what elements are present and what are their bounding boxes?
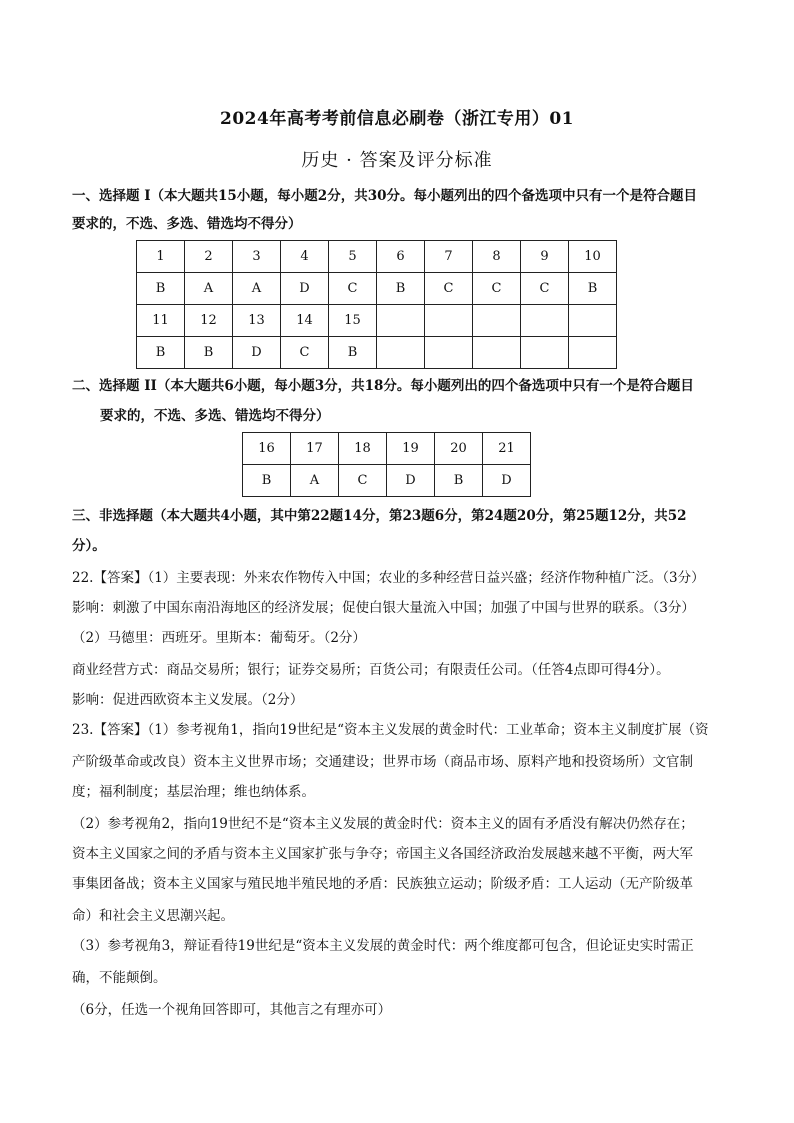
table-cell: [473, 305, 521, 337]
answer-line: 22.【答案】（1）主要表现：外来农作物传入中国；农业的多种经营日益兴盛；经济作物种植广泛。（3分）: [72, 570, 705, 586]
table-cell: 9: [521, 241, 569, 273]
table-cell: B: [185, 337, 233, 369]
table-cell: B: [435, 465, 483, 497]
table-cell: D: [483, 465, 531, 497]
table-cell: 19: [387, 433, 435, 465]
table-row: [137, 305, 617, 337]
table-cell: [569, 337, 617, 369]
table-cell: [377, 305, 425, 337]
answer-line: （6分，任选一个视角回答即可，其他言之有理亦可）: [72, 1002, 392, 1018]
table-cell: 21: [483, 433, 531, 465]
table-cell: B: [569, 273, 617, 305]
page-title: 2024年高考考前信息必刷卷（浙江专用）01: [220, 109, 574, 129]
section3-heading: 三、非选择题（本大题共4小题，其中第22题14分，第23题6分，第24题20分，第25题12分，共52: [72, 508, 687, 524]
table-cell: B: [329, 337, 377, 369]
answer-line: 确，不能颠倒。: [72, 970, 167, 986]
answer-line: （2）马德里：西班牙。里斯本：葡萄牙。（2分）: [72, 630, 366, 646]
table-row: [137, 273, 617, 305]
table-cell: B: [137, 273, 185, 305]
section1-heading-cont: 要求的，不选、多选、错选均不得分）: [72, 216, 302, 232]
section2-heading: 二、选择题 II（本大题共6小题，每小题3分，共18分。每小题列出的四个备选项中只有一个是符合题目: [72, 378, 694, 394]
table-cell: 8: [473, 241, 521, 273]
table-cell: 10: [569, 241, 617, 273]
table-cell: 11: [137, 305, 185, 337]
table-cell: D: [387, 465, 435, 497]
table-cell: 13: [233, 305, 281, 337]
answer-line: 命）和社会主义思潮兴起。: [72, 908, 234, 924]
answer-line: 影响：促进西欧资本主义发展。（2分）: [72, 692, 304, 708]
table-cell: B: [137, 337, 185, 369]
answer-line: 商业经营方式：商品交易所；银行；证券交易所；百货公司；有限责任公司。（任答4点即可得4分）。: [72, 662, 670, 678]
table-cell: 17: [291, 433, 339, 465]
section2-answer-table: [242, 432, 531, 497]
table-cell: 14: [281, 305, 329, 337]
answer-line: 23.【答案】（1）参考视角1，指向19世纪是“资本主义发展的黄金时代：工业革命；资本主义制度扩展（资: [72, 722, 709, 738]
section1-answer-table: [136, 240, 617, 369]
table-cell: 6: [377, 241, 425, 273]
answer-line: 产阶级革命或改良）资本主义世界市场；交通建设；世界市场（商品市场、原料产地和投资场所）文官制: [72, 754, 693, 770]
table-cell: C: [473, 273, 521, 305]
table-row: [137, 337, 617, 369]
table-cell: C: [329, 273, 377, 305]
table-cell: C: [339, 465, 387, 497]
answer-line: （3）参考视角3，辩证看待19世纪是“资本主义发展的黄金时代：两个维度都可包含，但论证史实时需正: [72, 938, 694, 954]
table-cell: [377, 337, 425, 369]
table-cell: C: [425, 273, 473, 305]
table-cell: 5: [329, 241, 377, 273]
table-cell: A: [185, 273, 233, 305]
table-cell: [473, 337, 521, 369]
table-cell: B: [243, 465, 291, 497]
table-cell: 7: [425, 241, 473, 273]
table-cell: 4: [281, 241, 329, 273]
section1-heading: 一、选择题 I（本大题共15小题，每小题2分，共30分。每小题列出的四个备选项中只有一个是符合题目: [72, 188, 697, 204]
section2-heading-cont: 要求的，不选、多选、错选均不得分）: [100, 408, 330, 424]
table-row: [243, 433, 531, 465]
table-cell: B: [377, 273, 425, 305]
answer-line: 度；福利制度；基层治理；维也纳体系。: [72, 784, 315, 800]
table-cell: 18: [339, 433, 387, 465]
table-cell: 16: [243, 433, 291, 465]
table-cell: A: [291, 465, 339, 497]
table-row: [137, 241, 617, 273]
table-cell: 12: [185, 305, 233, 337]
section3-heading-cont: 分）。: [72, 538, 106, 554]
table-cell: 3: [233, 241, 281, 273]
table-cell: D: [233, 337, 281, 369]
table-cell: C: [521, 273, 569, 305]
page-subtitle: 历史 · 答案及评分标准: [301, 150, 493, 171]
table-cell: [521, 305, 569, 337]
table-cell: 20: [435, 433, 483, 465]
table-cell: C: [281, 337, 329, 369]
table-row: [243, 465, 531, 497]
table-cell: A: [233, 273, 281, 305]
table-cell: [425, 305, 473, 337]
table-cell: [569, 305, 617, 337]
answer-line: 资本主义国家之间的矛盾与资本主义国家扩张与争夺；帝国主义各国经济政治发展越来越不平衡，两大军: [72, 846, 693, 862]
table-cell: 1: [137, 241, 185, 273]
answer-line: 影响：刺激了中国东南沿海地区的经济发展；促使白银大量流入中国；加强了中国与世界的联系。（3分）: [72, 600, 695, 616]
answer-line: （2）参考视角2，指向19世纪不是“资本主义发展的黄金时代：资本主义的固有矛盾没有解决仍然存在；: [72, 816, 694, 832]
table-cell: 2: [185, 241, 233, 273]
table-cell: [425, 337, 473, 369]
answer-line: 事集团备战；资本主义国家与殖民地半殖民地的矛盾：民族独立运动；阶级矛盾：工人运动（无产阶级革: [72, 876, 693, 892]
table-cell: 15: [329, 305, 377, 337]
table-cell: [521, 337, 569, 369]
table-cell: D: [281, 273, 329, 305]
